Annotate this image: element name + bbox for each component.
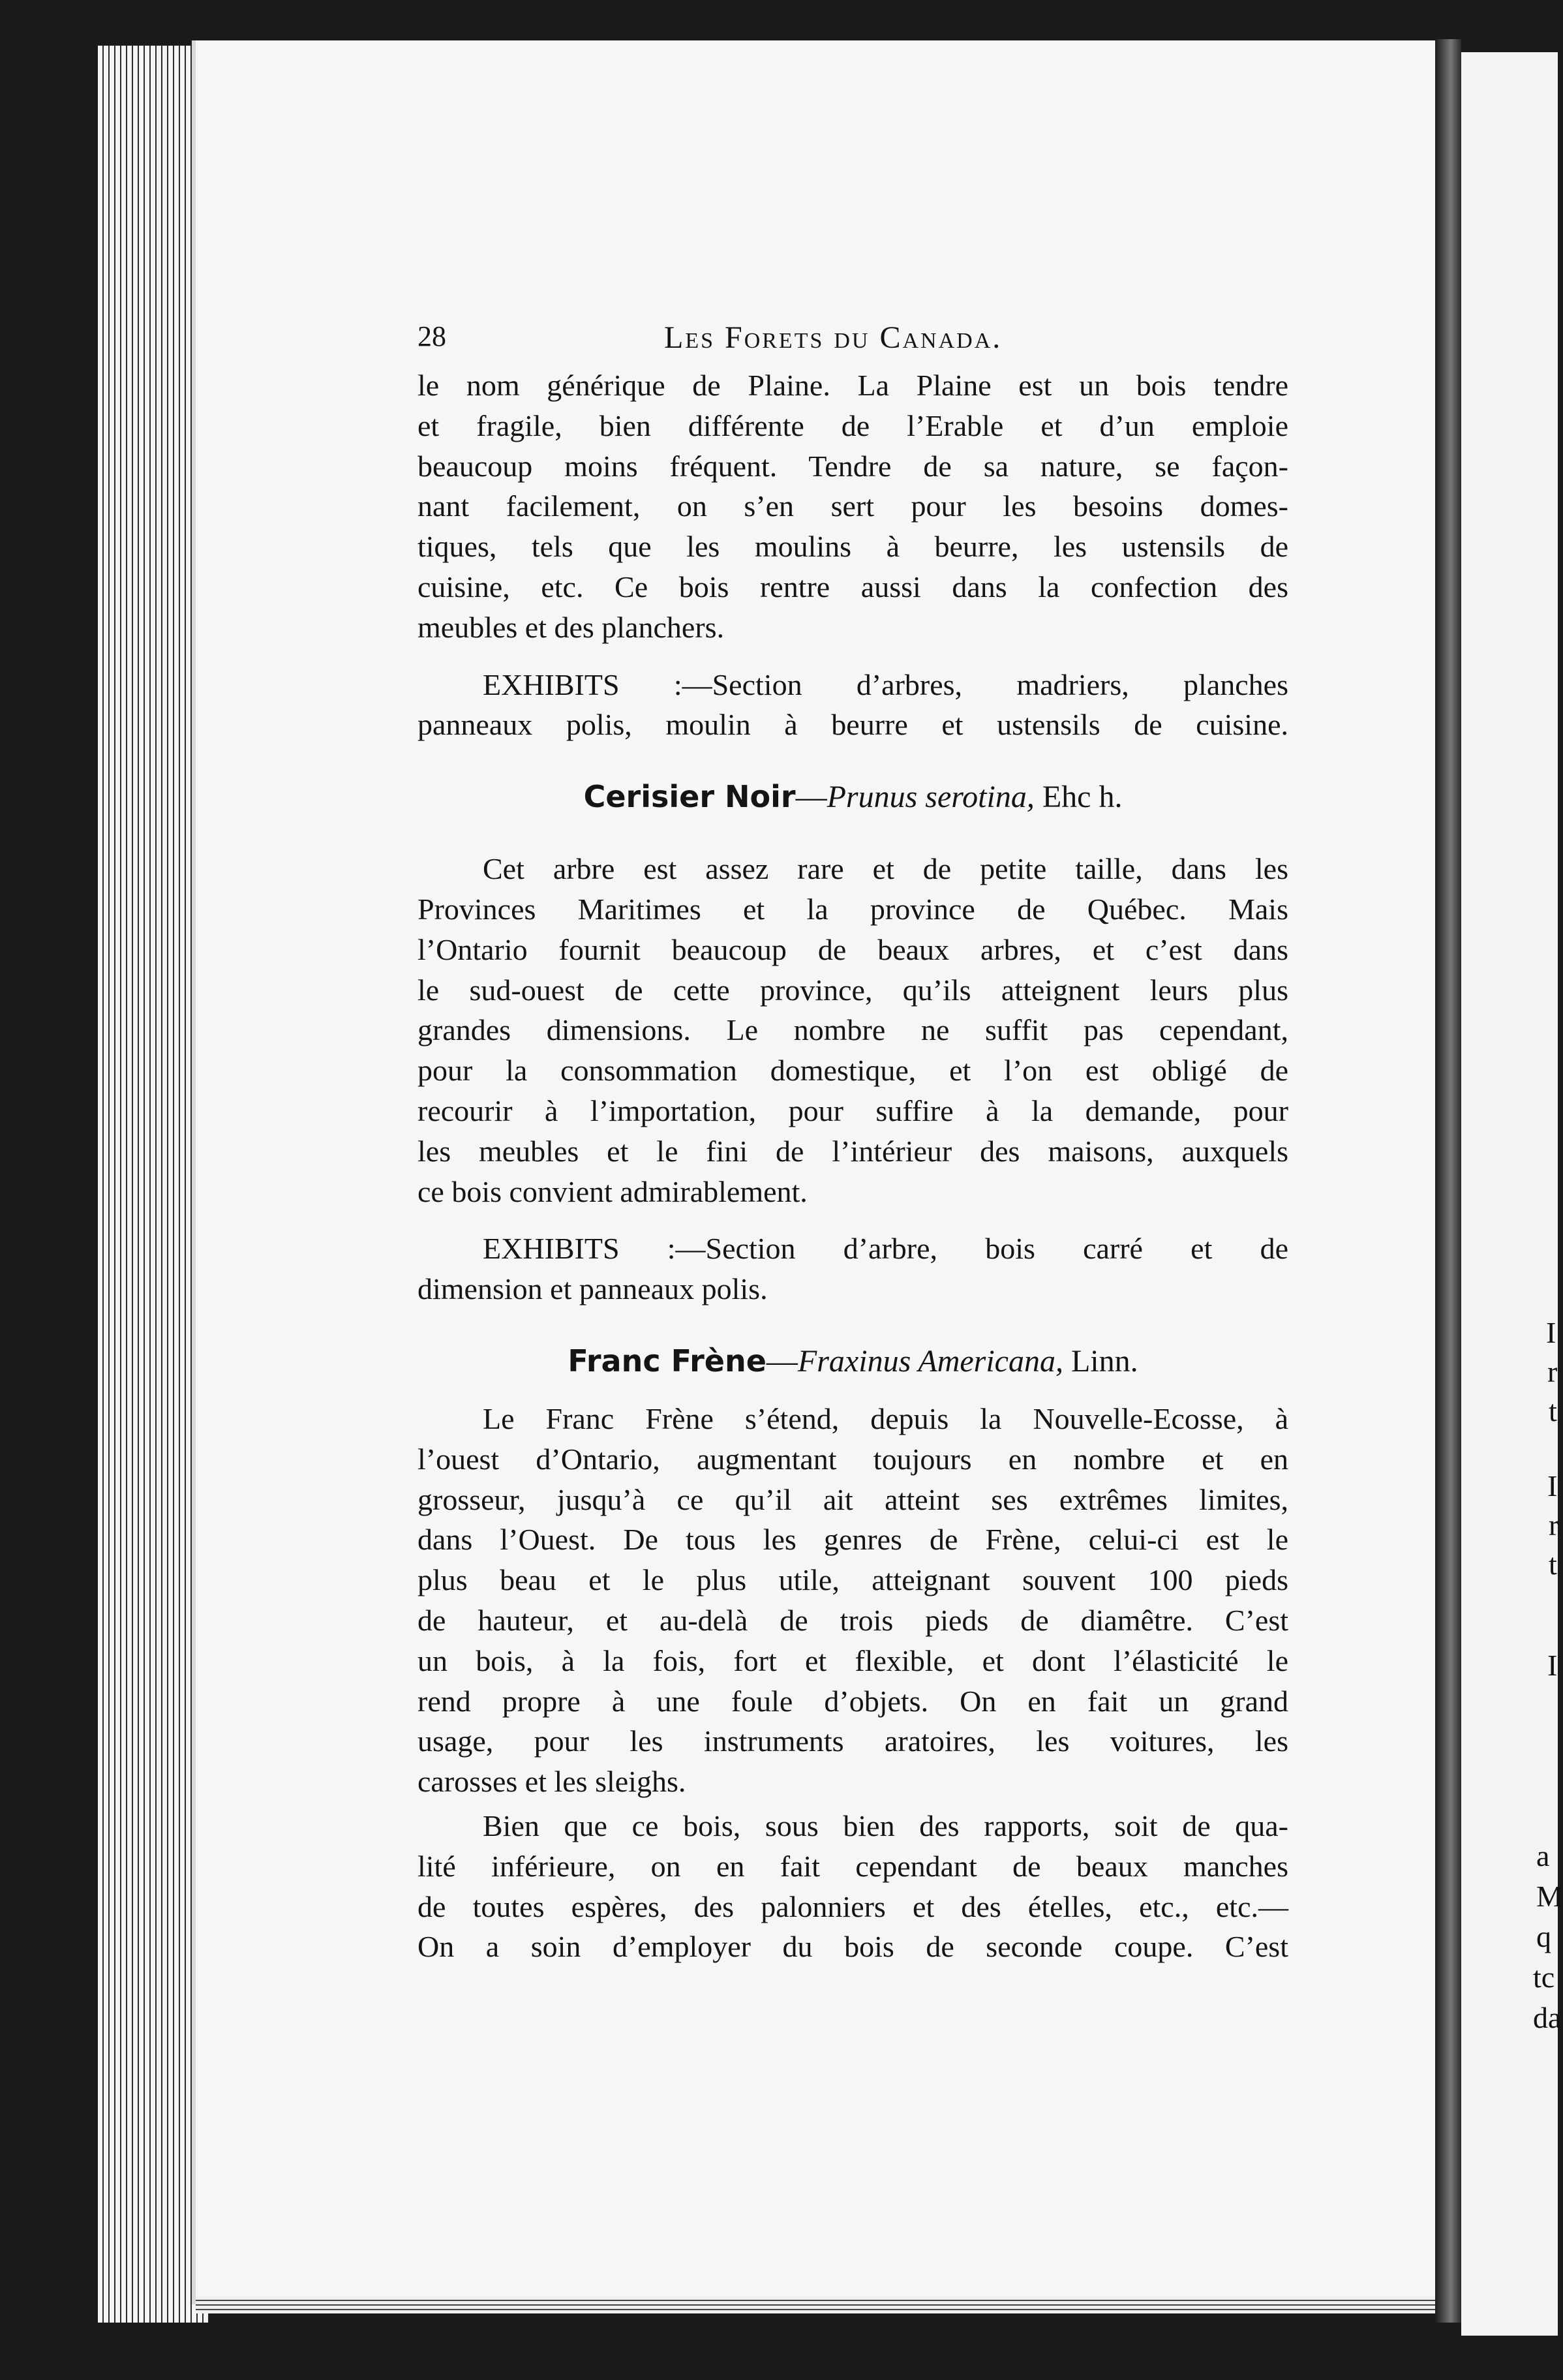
text-line: ce bois convient admirablement. (417, 1174, 808, 1208)
heading-cerisier-noir (417, 776, 1288, 817)
text-line: un bois, à la fois, fort et flexible, et dont l’élasticité le (417, 1643, 1288, 1677)
text-line: On a soin d’employer du bois de seconde coupe. C’est (417, 1930, 1288, 1964)
facing-page-fragment: tc (1533, 1960, 1555, 1994)
common-name: Franc Frène (568, 1343, 766, 1379)
text-line: pour la consommation domestique, et l’on est obligé de (417, 1054, 1288, 1088)
common-name: Cerisier Noir (583, 779, 796, 815)
text-line: Bien que ce bois, sous bien des rapports, soit de qua- (483, 1808, 1288, 1842)
running-head (417, 320, 1288, 365)
text-line: grandes dimensions. Le nombre ne suffit pas cependant, (417, 1013, 1288, 1047)
facing-page-fragment: I (1547, 1469, 1558, 1503)
text-line: tiques, tels que les moulins à beurre, les ustensils de (417, 530, 1288, 564)
text-line: beaucoup moins fréquent. Tendre de sa nature, se façon- (417, 449, 1288, 483)
heading-dash: — (795, 780, 827, 815)
text-line: le sud-ouest de cette province, qu’ils atteignent leurs plus (417, 973, 1288, 1007)
text-line: grosseur, jusqu’à ce qu’il ait atteint ses extrêmes limites, (417, 1482, 1288, 1516)
paragraph-cerisier (417, 849, 1288, 1212)
text-line: dans l’Ouest. De tous les genres de Frène, celui-ci est le (417, 1523, 1288, 1557)
text-line: rend propre à une foule d’objets. On en fait un grand (417, 1684, 1288, 1718)
facing-page-fragment: a (1536, 1839, 1550, 1872)
running-title: Les Forets du Canada. (664, 320, 1003, 355)
author-name: Linn. (1063, 1343, 1138, 1379)
text-line: le nom générique de Plaine. La Plaine est un bois tendre (417, 369, 1288, 402)
scientific-name: Prunus serotina, (827, 780, 1035, 815)
text-line: EXHIBITS :—Section d’arbres, madriers, planches (483, 667, 1288, 701)
text-line: lité inférieure, on en fait cependant de beaux manches (417, 1849, 1288, 1883)
text-line: l’Ontario fournit beaucoup de beaux arbres, et c’est dans (417, 932, 1288, 966)
facing-page-fragment: M (1536, 1880, 1563, 1913)
facing-page-fragment: r (1549, 1508, 1559, 1542)
text-line: Le Franc Frène s’étend, depuis la Nouvelle-Ecosse, à (483, 1401, 1288, 1435)
text-line: les meubles et le fini de l’intérieur des maisons, auxquels (417, 1134, 1288, 1168)
text-line: de toutes espères, des palonniers et des ételles, etc., etc.— (417, 1889, 1288, 1923)
facing-page-fragment: t (1549, 1548, 1557, 1581)
text-line: plus beau et le plus utile, atteignant souvent 100 pieds (417, 1563, 1288, 1597)
text-line: de hauteur, et au-delà de trois pieds de diamêtre. C’est (417, 1603, 1288, 1637)
page-number: 28 (417, 320, 446, 352)
text-line: Cet arbre est assez rare et de petite taille, dans les (483, 852, 1288, 886)
paragraph-plaine (417, 365, 1288, 648)
facing-page-fragment: t (1549, 1394, 1557, 1427)
book-gutter (1435, 39, 1461, 2323)
text-line: dimension et panneaux polis. (417, 1272, 768, 1306)
heading-dash: — (766, 1343, 798, 1379)
paragraph-bien-que (417, 1806, 1288, 1967)
text-line: recourir à l’importation, pour suffire à la demande, pour (417, 1093, 1288, 1127)
text-line: cuisine, etc. Ce bois rentre aussi dans la confection des (417, 570, 1288, 603)
text-line: usage, pour les instruments aratoires, les voitures, les (417, 1724, 1288, 1758)
text-line: EXHIBITS :—Section d’arbre, bois carré et de (483, 1232, 1288, 1266)
facing-page-fragment: da (1533, 2001, 1562, 2034)
paragraph-exhibits-cerisier (417, 1228, 1288, 1309)
facing-page-fragment: I (1546, 1316, 1556, 1349)
text-line: et fragile, bien différente de l’Erable et d’un emploie (417, 408, 1288, 442)
paragraph-franc-frene (417, 1399, 1288, 1802)
text-line: panneaux polis, moulin à beurre et ustensils de cuisine. (417, 708, 1288, 742)
text-line: nant facilement, on s’en sert pour les besoins domes- (417, 489, 1288, 523)
text-line: carosses et les sleighs. (417, 1765, 686, 1799)
paragraph-exhibits-plaine (417, 665, 1288, 746)
heading-franc-frene (417, 1341, 1288, 1382)
author-name: Ehc h. (1034, 780, 1123, 815)
book-page-edges (98, 46, 209, 2323)
text-line: Provinces Maritimes et la province de Québec. Mais (417, 892, 1288, 926)
text-line: meubles et des planchers. (417, 610, 725, 644)
facing-page-fragment: q (1536, 1920, 1551, 1953)
facing-page-fragment: I (1547, 1649, 1558, 1682)
scientific-name: Fraxinus Americana, (797, 1343, 1063, 1379)
facing-page-fragment: r (1547, 1355, 1558, 1388)
page-bottom-edges (196, 2296, 1445, 2313)
text-line: l’ouest d’Ontario, augmentant toujours en nombre et en (417, 1442, 1288, 1476)
page-content (417, 320, 1288, 1967)
